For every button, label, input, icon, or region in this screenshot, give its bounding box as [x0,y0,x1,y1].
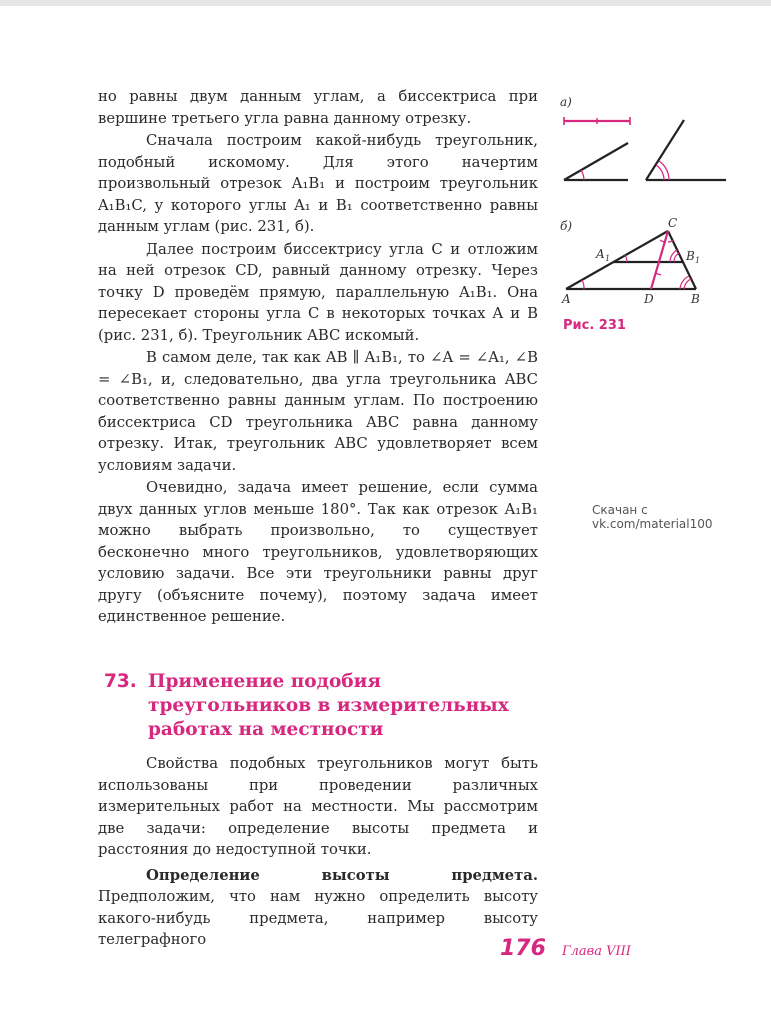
figure-231 [556,90,726,340]
page-number: 176 [500,936,546,961]
paragraph: Сначала построим какой-нибудь треугольник, подобный искомому. Для этого начертим произвольный отрезок A₁B₁ и построим треугольник A₁B₁C, у которого углы A₁ и B₁ соответственно равны данным углам (рис. 231, б). [98,132,538,235]
paragraph-text: Предположим, что нам нужно определить высоту какого-нибудь предмета, например высоту телеграфного [98,888,538,948]
angle-b-arc [684,279,691,289]
subscript: 1 [695,256,701,265]
top-border [0,0,771,6]
figure-label-a: а) [560,95,572,109]
point-b-label: B [691,292,700,306]
paragraph: Очевидно, задача имеет решение, если сумма двух данных углов меньше 180°. Так как отрезок A₁B₁ можно выбрать произвольно, то существует бесконечно много треугольников, удовлетворяющих условию задачи. Все эти треугольники равны друг другу (объясните почему), поэтому задача имеет единственное решение. [98,479,538,625]
figure-caption: Рис. 231 [563,318,626,333]
angle-2-ray [646,120,684,180]
angle-2-arc [656,165,664,180]
subheading: Определение высоты предмета. [146,866,538,884]
section-title-line: треугольников в измерительных [148,695,509,716]
point-b1-label: B [686,249,695,263]
main-text [98,86,538,628]
subscript: 1 [605,254,611,263]
section-title-line: работах на местности [148,719,384,740]
section-heading [104,670,544,742]
angle-1-ray [564,143,628,180]
watermark: Скачан с vk.com/material100 [592,503,713,531]
paragraph: но равны двум данным углам, а биссектриса при вершине третьего угла равна данному отрезку. [98,88,538,127]
paragraph: В самом деле, так как AB ∥ A₁B₁, то ∠A = ∠A₁, ∠B = ∠B₁, и, следовательно, два угла треугольника ABC соответственно равны данным углам. По построению биссектриса CD треугольника ABC равна данному отрезку. Итак, треугольник ABC удовлетворяет всем условиям задачи. [98,349,538,474]
section-text [98,753,538,951]
figure-drawing [556,90,726,340]
angle-a-arc [582,280,584,289]
section-title-line: Применение подобия [148,671,382,692]
figure-label-b: б) [560,219,573,233]
section-number: 73. [104,671,137,692]
chapter-label: Глава VIII [562,944,631,959]
paragraph [98,865,538,951]
paragraph: Далее построим биссектрису угла C и отложим на ней отрезок CD, равный данному отрезку. Через точку D проведём прямую, параллельную A₁B₁. Она пересекает стороны угла C в некоторых точках A и B (рис. 231, б). Треугольник ABC искомый. [98,240,538,344]
angle-1-arc [581,170,584,180]
point-a-label: A [562,292,571,306]
point-c-label: C [668,216,678,230]
point-d-label: D [644,292,654,306]
paragraph: Свойства подобных треугольников могут быть использованы при проведении различных измерительных работ на местности. Мы рассмотрим две задачи: определение высоты предмета и расстояния до недоступной точки. [98,755,538,858]
point-a1-label: A [596,247,605,261]
